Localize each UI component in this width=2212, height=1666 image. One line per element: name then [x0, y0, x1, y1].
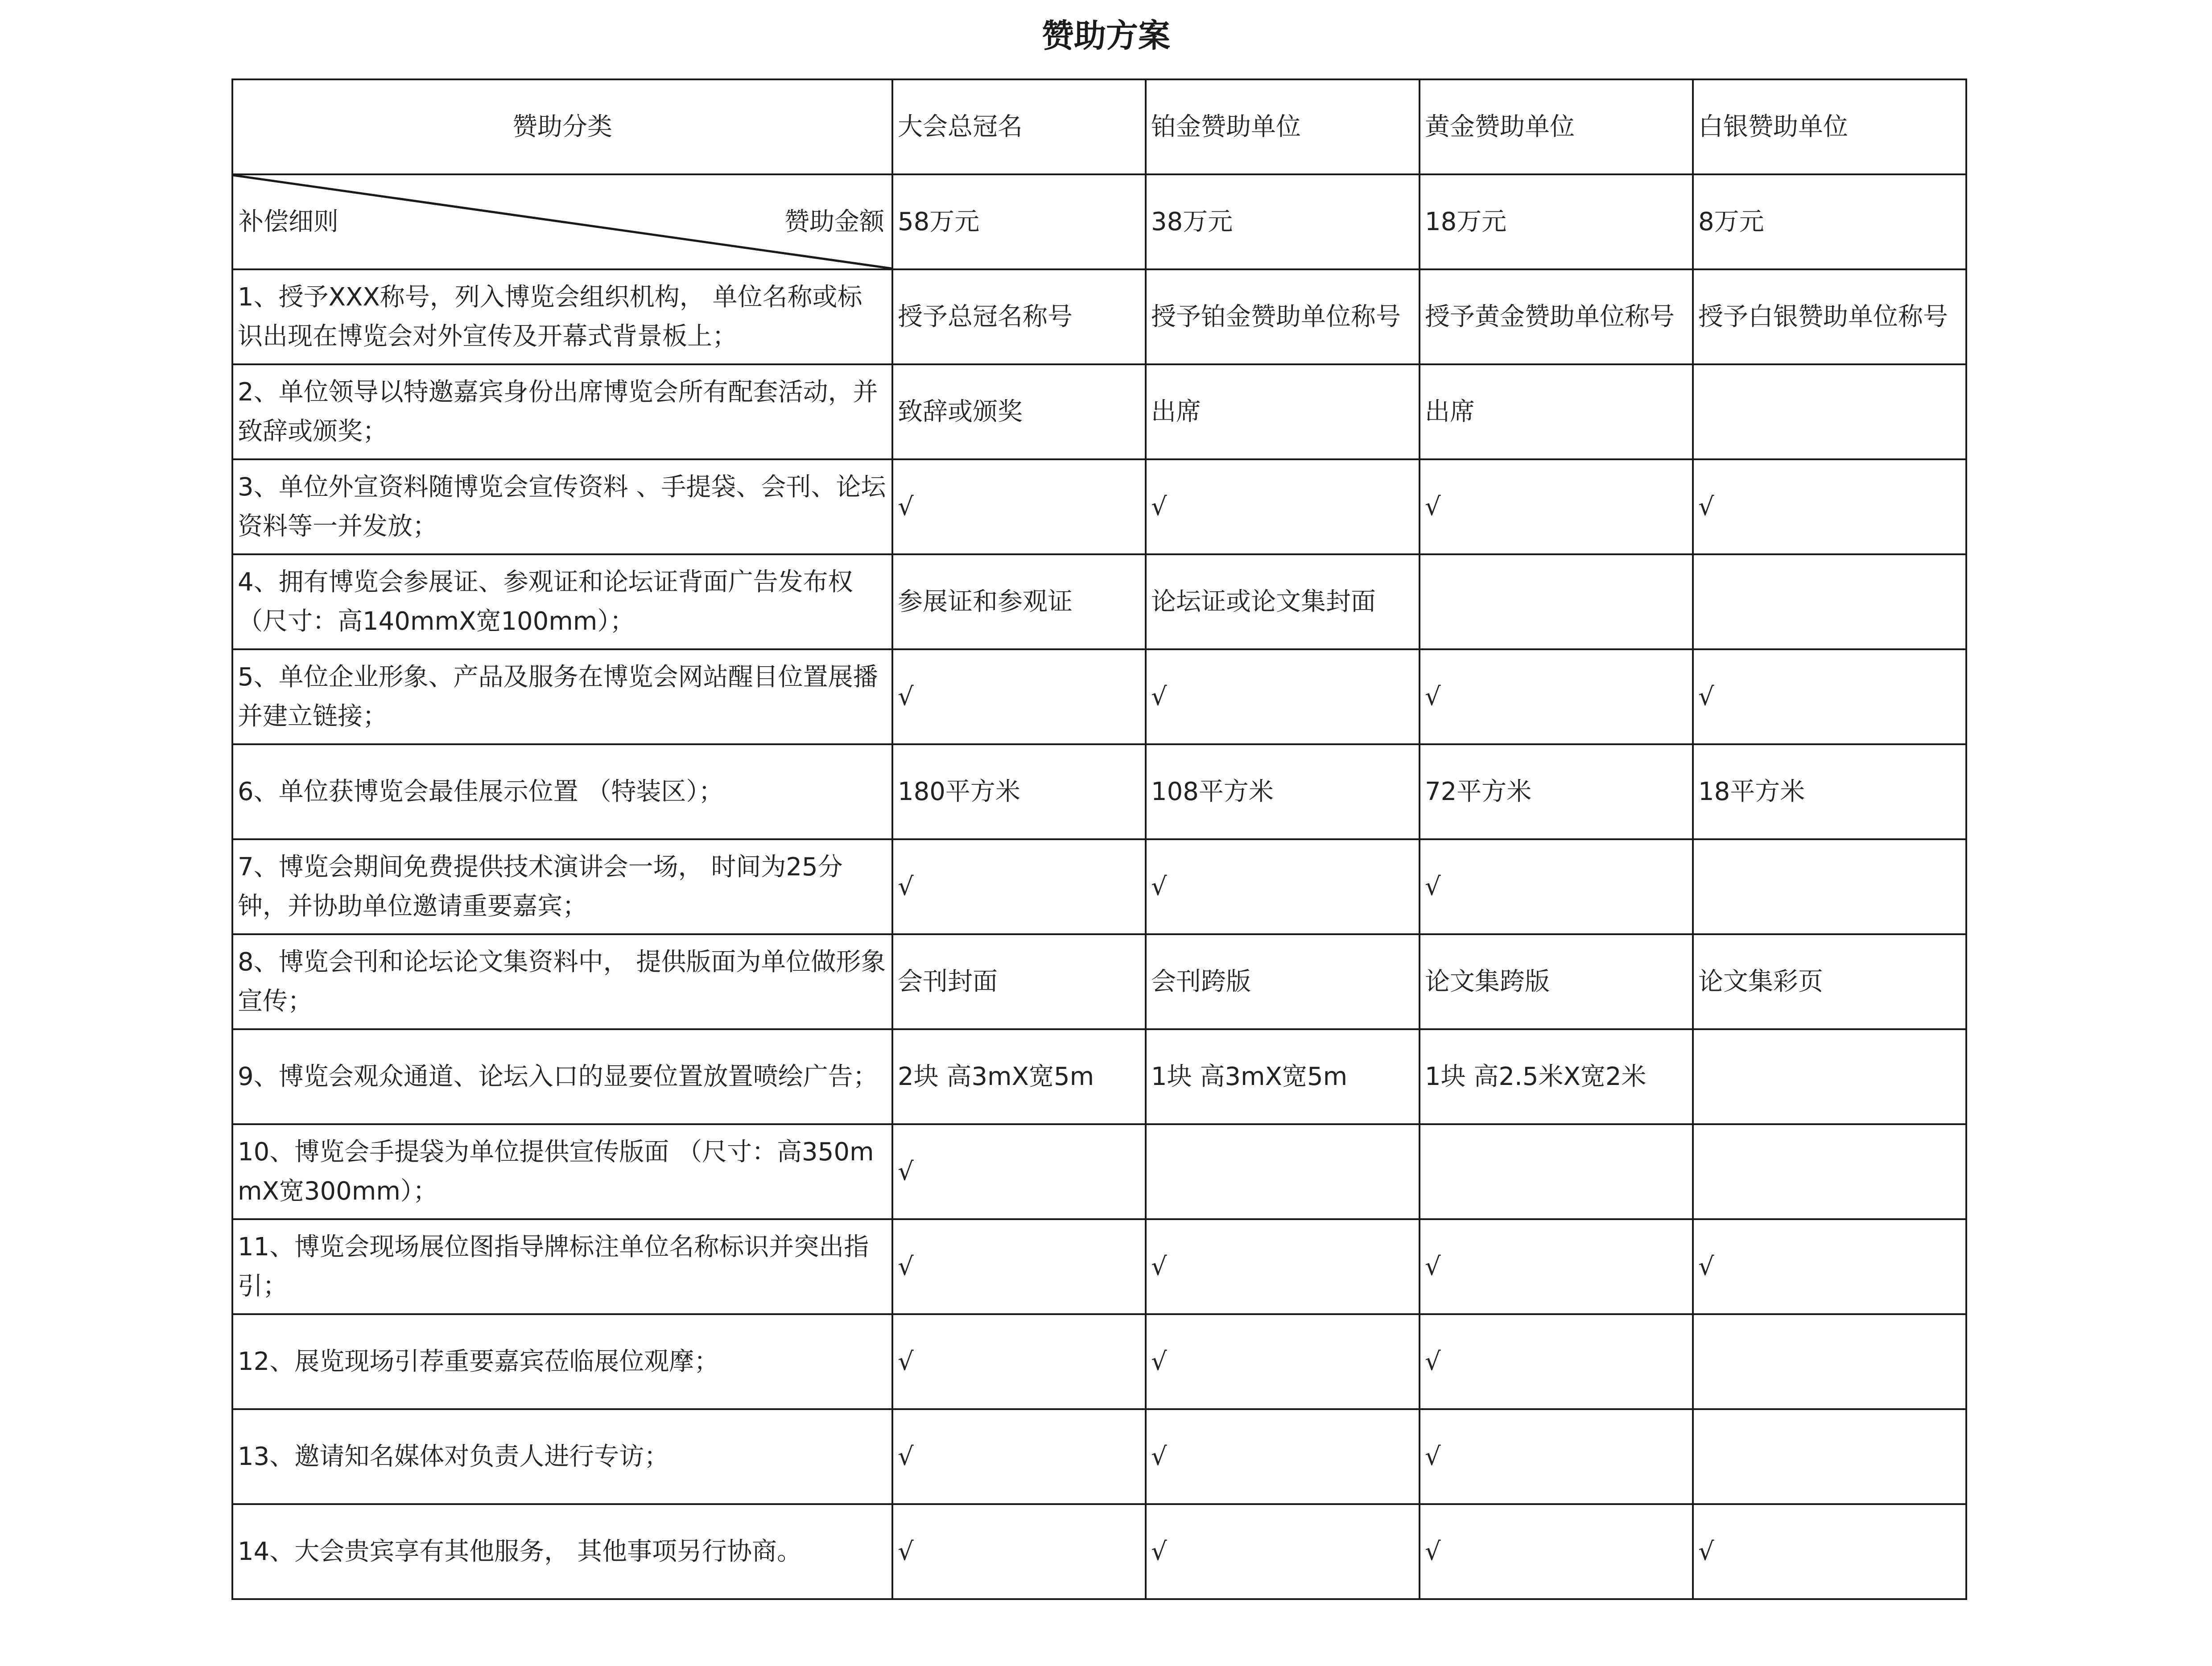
header-row	[232, 79, 1966, 174]
benefit-value: 出席	[1420, 364, 1693, 459]
benefit-value: 授予白银赞助单位称号	[1693, 269, 1966, 364]
benefit-value: √	[1420, 649, 1693, 744]
benefit-value: 授予铂金赞助单位称号	[1146, 269, 1420, 364]
benefit-value: √	[1693, 1219, 1966, 1314]
benefit-value: √	[1146, 649, 1420, 744]
benefit-value	[1693, 554, 1966, 649]
benefit-value: √	[1146, 839, 1420, 934]
table-row	[232, 649, 1966, 744]
amount-cell: 8万元	[1693, 174, 1966, 269]
table-row	[232, 1504, 1966, 1599]
benefit-value	[1420, 554, 1693, 649]
benefit-description: 7、博览会期间免费提供技术演讲会一场， 时间为25分钟，并协助单位邀请重要嘉宾；	[232, 839, 892, 934]
benefit-value: 论文集跨版	[1420, 934, 1693, 1029]
benefit-value: 108平方米	[1146, 744, 1420, 839]
benefit-description: 14、大会贵宾享有其他服务， 其他事项另行协商。	[232, 1504, 892, 1599]
benefit-description: 2、单位领导以特邀嘉宾身份出席博览会所有配套活动，并致辞或颁奖；	[232, 364, 892, 459]
amount-cell: 38万元	[1146, 174, 1420, 269]
benefit-value: 致辞或颁奖	[892, 364, 1146, 459]
benefit-value: 参展证和参观证	[892, 554, 1146, 649]
benefit-value	[1693, 1409, 1966, 1504]
table-row	[232, 934, 1966, 1029]
benefit-value	[1693, 1314, 1966, 1409]
benefit-value: √	[892, 1314, 1146, 1409]
amount-row	[232, 174, 1966, 269]
table-row	[232, 364, 1966, 459]
benefit-description: 13、邀请知名媒体对负责人进行专访；	[232, 1409, 892, 1504]
table-row	[232, 1314, 1966, 1409]
benefit-value: √	[1693, 1504, 1966, 1599]
page-title: 赞助方案	[1041, 17, 1170, 54]
benefit-value	[1693, 839, 1966, 934]
benefit-value	[1693, 364, 1966, 459]
benefit-value: √	[892, 839, 1146, 934]
benefit-description: 3、单位外宣资料随博览会宣传资料 、手提袋、会刊、论坛资料等一并发放；	[232, 459, 892, 554]
benefit-description: 1、授予XXX称号，列入博览会组织机构， 单位名称或标识出现在博览会对外宣传及开幕式背景板上；	[232, 269, 892, 364]
benefit-value: 会刊封面	[892, 934, 1146, 1029]
table-row	[232, 1124, 1966, 1219]
benefit-value: √	[892, 649, 1146, 744]
benefit-description: 12、展览现场引荐重要嘉宾莅临展位观摩；	[232, 1314, 892, 1409]
tier-header: 大会总冠名	[892, 79, 1146, 174]
diagonal-header-cell	[232, 174, 892, 269]
benefit-value	[1420, 1124, 1693, 1219]
benefit-value: √	[1420, 1409, 1693, 1504]
category-header: 赞助分类	[232, 79, 892, 174]
benefit-description: 11、博览会现场展位图指导牌标注单位名称标识并突出指引；	[232, 1219, 892, 1314]
benefit-value: √	[1146, 1504, 1420, 1599]
benefit-value: √	[1420, 459, 1693, 554]
benefit-value: 2块 高3mX宽5m	[892, 1029, 1146, 1124]
benefit-value	[1146, 1124, 1420, 1219]
table-row	[232, 1409, 1966, 1504]
table-row	[232, 839, 1966, 934]
sponsorship-amount-label: 赞助金额	[784, 207, 884, 236]
benefit-value: √	[1420, 1314, 1693, 1409]
benefit-value: 18平方米	[1693, 744, 1966, 839]
benefit-value: 出席	[1146, 364, 1420, 459]
benefit-value: √	[1693, 459, 1966, 554]
benefit-value: √	[1420, 1219, 1693, 1314]
table-row	[232, 269, 1966, 364]
benefit-value	[1693, 1124, 1966, 1219]
benefit-value: √	[892, 459, 1146, 554]
benefit-value: √	[1420, 1504, 1693, 1599]
tier-header: 铂金赞助单位	[1146, 79, 1420, 174]
benefit-description: 10、博览会手提袋为单位提供宣传版面 （尺寸：高350mmX宽300mm）；	[232, 1124, 892, 1219]
table-row	[232, 744, 1966, 839]
compensation-details-label: 补偿细则	[239, 207, 338, 236]
benefit-value: 1块 高3mX宽5m	[1146, 1029, 1420, 1124]
benefit-value: √	[1693, 649, 1966, 744]
amount-cell: 58万元	[892, 174, 1146, 269]
benefit-description: 6、单位获博览会最佳展示位置 （特装区）；	[232, 744, 892, 839]
sponsorship-table	[231, 78, 1967, 1600]
benefit-value: 1块 高2.5米X宽2米	[1420, 1029, 1693, 1124]
amount-cell: 18万元	[1420, 174, 1693, 269]
benefit-description: 4、拥有博览会参展证、参观证和论坛证背面广告发布权（尺寸：高140mmX宽100mm）；	[232, 554, 892, 649]
benefit-value: √	[892, 1124, 1146, 1219]
benefit-value: √	[1420, 839, 1693, 934]
benefit-value: √	[1146, 459, 1420, 554]
table-row	[232, 459, 1966, 554]
benefit-value: √	[892, 1219, 1146, 1314]
benefit-value	[1693, 1029, 1966, 1124]
benefit-value: √	[892, 1409, 1146, 1504]
table-row	[232, 1219, 1966, 1314]
benefit-value: 论坛证或论文集封面	[1146, 554, 1420, 649]
tier-header: 黄金赞助单位	[1420, 79, 1693, 174]
tier-header: 白银赞助单位	[1693, 79, 1966, 174]
benefit-value: 授予黄金赞助单位称号	[1420, 269, 1693, 364]
benefit-value: √	[892, 1504, 1146, 1599]
benefit-description: 5、单位企业形象、产品及服务在博览会网站醒目位置展播并建立链接；	[232, 649, 892, 744]
benefit-description: 8、博览会刊和论坛论文集资料中， 提供版面为单位做形象宣传；	[232, 934, 892, 1029]
benefit-value: 授予总冠名称号	[892, 269, 1146, 364]
benefit-value: 72平方米	[1420, 744, 1693, 839]
benefit-value: 会刊跨版	[1146, 934, 1420, 1029]
benefit-value: √	[1146, 1409, 1420, 1504]
benefit-value: 论文集彩页	[1693, 934, 1966, 1029]
benefit-value: 180平方米	[892, 744, 1146, 839]
table-row	[232, 1029, 1966, 1124]
table-row	[232, 554, 1966, 649]
benefit-description: 9、博览会观众通道、论坛入口的显要位置放置喷绘广告；	[232, 1029, 892, 1124]
benefit-value: √	[1146, 1314, 1420, 1409]
benefit-value: √	[1146, 1219, 1420, 1314]
